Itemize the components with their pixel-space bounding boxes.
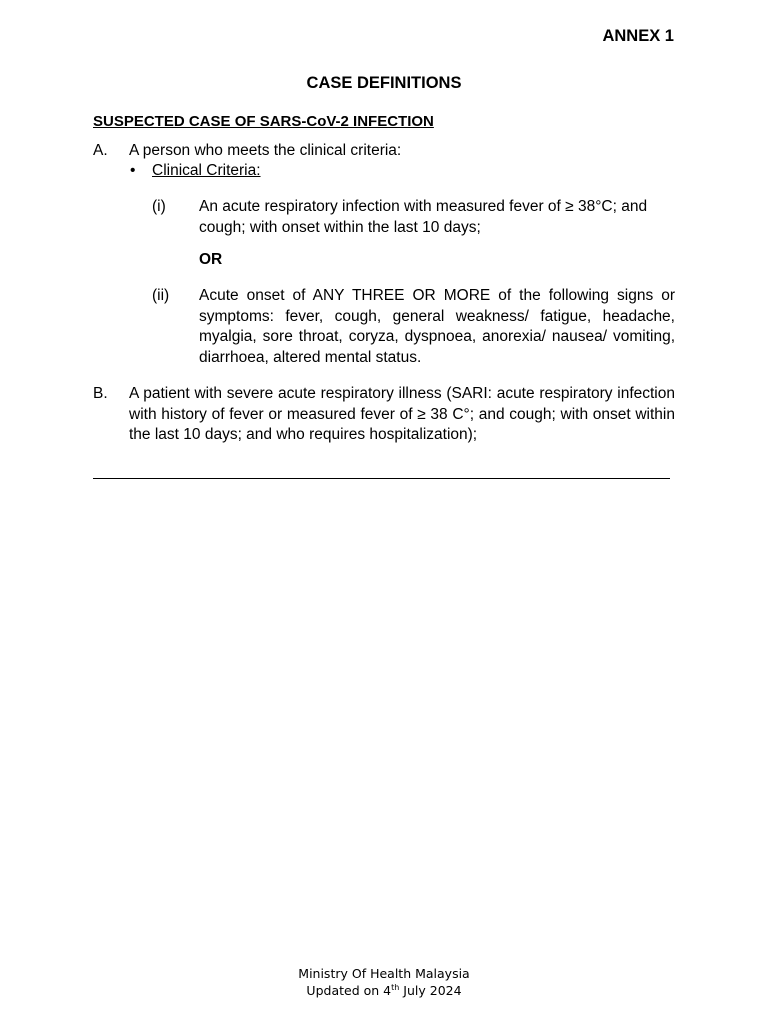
footer-updated — [0, 982, 768, 999]
item-b-label: B. — [93, 385, 108, 402]
footer-updated-suffix: July 2024 — [399, 983, 462, 998]
item-b-text: A patient with severe acute respiratory illness (SARI: acute respiratory infection with history of fever or measured fever of ≥ 38 C°; and cough; with onset within the last 10 days; and who requires hospitalization); — [129, 385, 675, 443]
criterion-i-text: An acute respiratory infection with measured fever of ≥ 38°C; and cough; with onset within the last 10 days; — [199, 198, 648, 236]
section-heading: SUSPECTED CASE OF SARS-CoV-2 INFECTION — [93, 113, 434, 130]
or-separator: OR — [199, 251, 223, 268]
item-a-text: A person who meets the clinical criteria: — [129, 142, 402, 159]
horizontal-rule — [93, 478, 670, 479]
criterion-ii-label: (ii) — [152, 287, 170, 304]
footer-ministry: Ministry Of Health Malaysia — [298, 966, 470, 981]
page-title: CASE DEFINITIONS — [306, 74, 462, 92]
footer-updated-sup: th — [391, 983, 400, 992]
criterion-i-label: (i) — [152, 198, 166, 215]
criterion-ii-text: Acute onset of ANY THREE OR MORE of the following signs or symptoms: fever, cough, general weakness/ fatigue, headache, myalgia, sore throat, coryza, dyspnoea, anorexia/ nausea/ vomiting, diarrhoea, altered mental status. — [199, 287, 675, 366]
clinical-criteria-label: Clinical Criteria: — [152, 162, 261, 179]
annex-label: ANNEX 1 — [602, 27, 674, 45]
footer-updated-prefix: Updated on 4 — [306, 983, 392, 998]
bullet-icon: • — [130, 162, 136, 179]
item-a-label: A. — [93, 142, 108, 159]
